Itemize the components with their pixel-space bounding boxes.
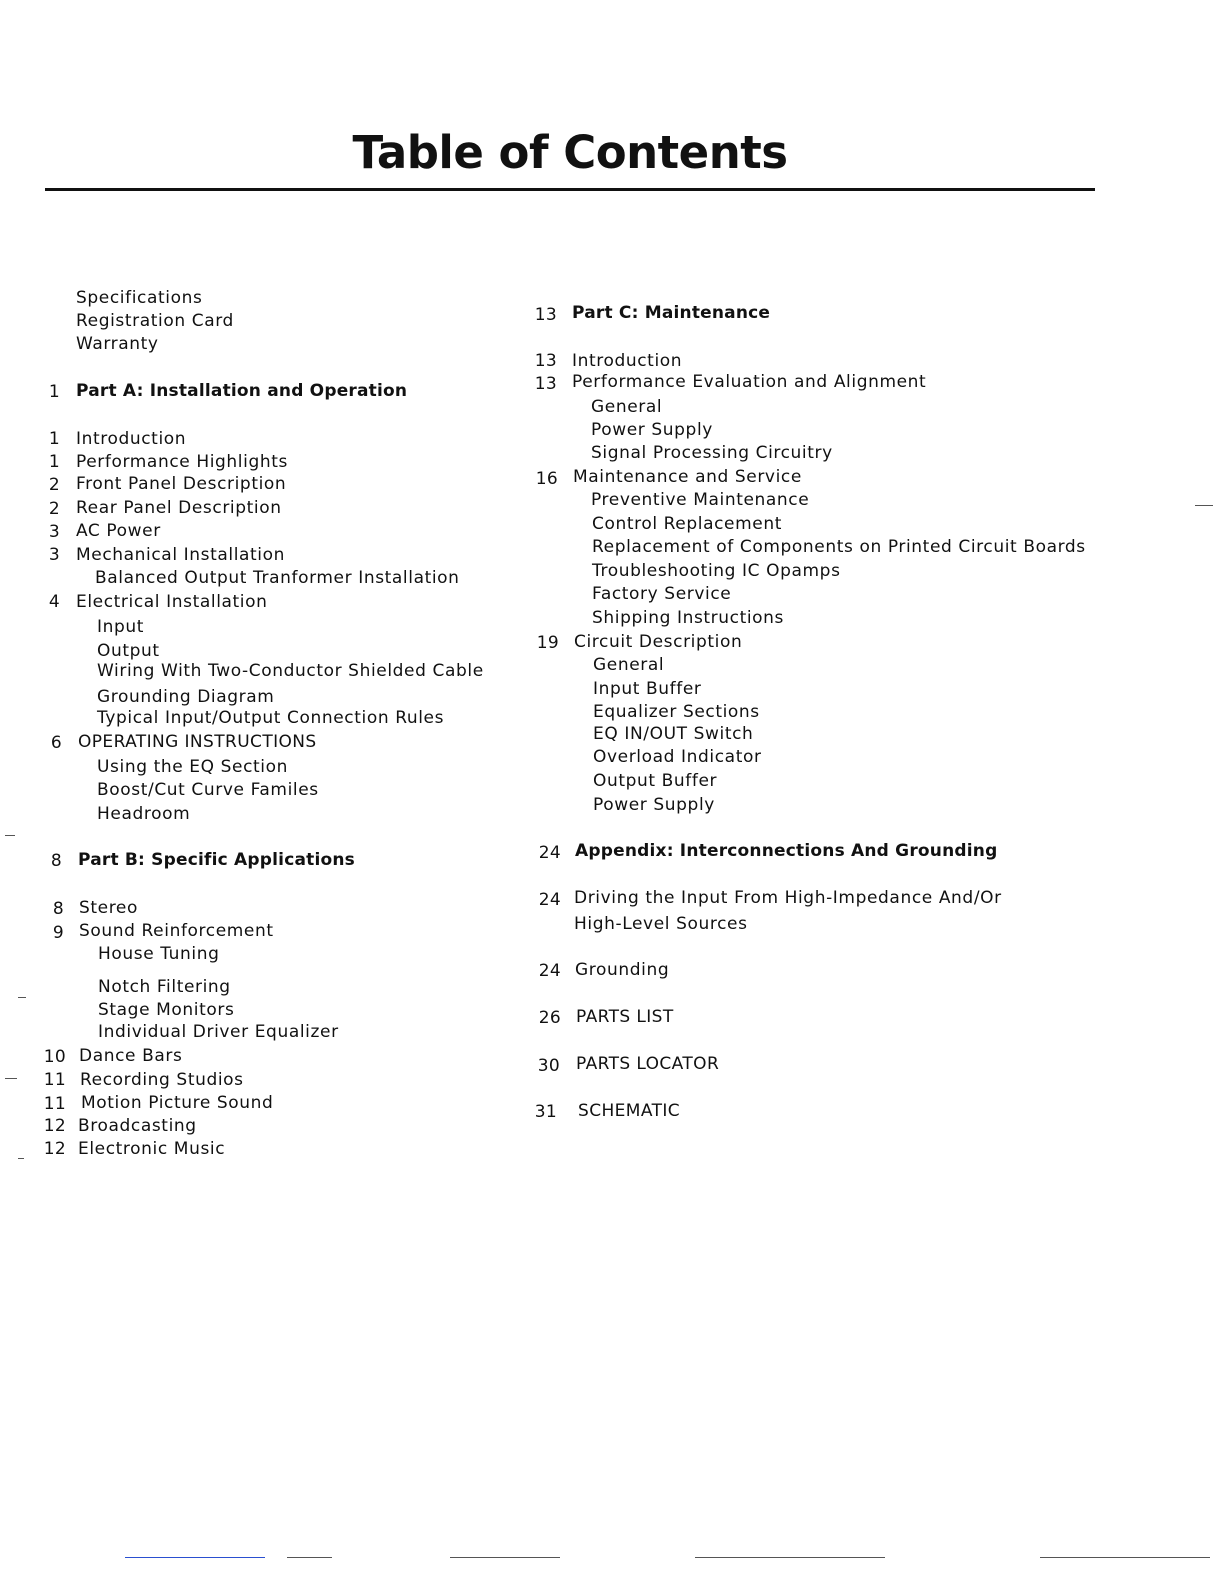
toc-subentry[interactable]: Headroom (97, 804, 191, 824)
toc-entry[interactable]: Performance Highlights (76, 452, 288, 472)
toc-page-number: 11 (43, 1070, 66, 1090)
scan-mark (18, 1158, 24, 1159)
toc-page-number: 12 (43, 1139, 66, 1159)
toc-page-number: 2 (48, 499, 60, 519)
toc-page-number: 3 (48, 522, 60, 542)
toc-page-number: 11 (43, 1094, 66, 1114)
toc-entry[interactable]: Warranty (76, 334, 159, 354)
toc-subentry[interactable]: Wiring With Two-Conductor Shielded Cable (97, 661, 484, 681)
toc-subentry[interactable]: Control Replacement (592, 514, 782, 534)
toc-entry[interactable]: SCHEMATIC (578, 1101, 681, 1121)
page-title: Table of Contents (352, 126, 788, 179)
toc-subentry[interactable]: Balanced Output Tranformer Installation (95, 568, 460, 588)
toc-section-heading[interactable]: Part C: Maintenance (572, 303, 771, 323)
scan-mark (5, 835, 15, 836)
toc-page-number: 13 (534, 351, 557, 371)
toc-page-number: 24 (538, 961, 561, 981)
toc-subentry[interactable]: Troubleshooting IC Opamps (592, 561, 841, 581)
scan-mark (1195, 505, 1213, 506)
toc-page-number: 19 (536, 633, 559, 653)
toc-subentry[interactable]: Using the EQ Section (97, 757, 288, 777)
toc-entry[interactable]: Grounding (575, 960, 670, 980)
toc-section-heading[interactable]: Appendix: Interconnections And Grounding (575, 841, 998, 861)
toc-page-number: 12 (43, 1116, 66, 1136)
toc-entry[interactable]: Broadcasting (78, 1116, 197, 1136)
scan-mark (450, 1557, 560, 1558)
toc-page-number: 8 (50, 851, 62, 871)
toc-section-heading[interactable]: Part B: Specific Applications (78, 850, 355, 870)
toc-entry[interactable]: Motion Picture Sound (81, 1093, 274, 1113)
scan-mark (287, 1557, 332, 1558)
toc-subentry[interactable]: Preventive Maintenance (591, 490, 810, 510)
toc-entry[interactable]: Specifications (76, 288, 203, 308)
toc-entry[interactable]: Electrical Installation (76, 592, 268, 612)
toc-subentry[interactable]: Notch Filtering (98, 977, 231, 997)
toc-page-number: 13 (534, 374, 557, 394)
toc-page-number: 10 (43, 1047, 66, 1067)
scan-mark (5, 1078, 17, 1079)
toc-page-number: 24 (538, 890, 561, 910)
toc-page-number: 6 (50, 733, 62, 753)
toc-subentry[interactable]: House Tuning (98, 944, 220, 964)
toc-page-number: 1 (48, 452, 60, 472)
toc-page-number: 8 (52, 899, 64, 919)
toc-subentry[interactable]: Power Supply (593, 795, 715, 815)
toc-entry[interactable]: Introduction (76, 429, 187, 449)
toc-subentry[interactable]: Equalizer Sections (593, 702, 760, 722)
scan-mark (1040, 1557, 1210, 1558)
toc-subentry[interactable]: Output Buffer (593, 771, 718, 791)
toc-subentry[interactable]: Output (97, 641, 160, 661)
toc-page-number: 2 (48, 475, 60, 495)
toc-subentry[interactable]: Input Buffer (593, 679, 702, 699)
toc-entry[interactable]: AC Power (76, 521, 161, 541)
toc-page-number: 9 (52, 923, 64, 943)
toc-entry[interactable]: Dance Bars (79, 1046, 183, 1066)
toc-entry[interactable]: Rear Panel Description (76, 498, 282, 518)
toc-subentry[interactable]: General (593, 655, 665, 675)
toc-page-number: 1 (48, 429, 60, 449)
toc-entry[interactable]: Circuit Description (574, 632, 743, 652)
toc-page-number: 30 (537, 1056, 560, 1076)
scan-mark (695, 1557, 885, 1558)
toc-entry[interactable]: Mechanical Installation (76, 545, 286, 565)
toc-page-number: 26 (538, 1008, 561, 1028)
scan-mark (125, 1557, 265, 1558)
toc-subentry[interactable]: Input (97, 617, 145, 637)
toc-entry[interactable]: Performance Evaluation and Alignment (572, 372, 927, 392)
toc-subentry[interactable]: Shipping Instructions (592, 608, 785, 628)
scan-mark (18, 997, 26, 998)
toc-entry[interactable]: Introduction (572, 351, 683, 371)
toc-page-number: 16 (535, 469, 558, 489)
toc-subentry[interactable]: Factory Service (592, 584, 732, 604)
toc-subentry[interactable]: EQ IN/OUT Switch (593, 724, 754, 744)
toc-page-number: 1 (48, 382, 60, 402)
toc-subentry[interactable]: Signal Processing Circuitry (591, 443, 833, 463)
toc-entry[interactable]: PARTS LIST (576, 1007, 674, 1027)
toc-entry[interactable]: Front Panel Description (76, 474, 287, 494)
toc-page-number: 3 (48, 545, 60, 565)
toc-page-number: 4 (48, 592, 60, 612)
title-rule (45, 188, 1095, 191)
toc-subentry[interactable]: Power Supply (591, 420, 713, 440)
toc-section-heading[interactable]: Part A: Installation and Operation (76, 381, 408, 401)
toc-subentry[interactable]: General (591, 397, 663, 417)
toc-page-number: 24 (538, 843, 561, 863)
toc-subentry[interactable]: Grounding Diagram (97, 687, 275, 707)
toc-entry[interactable]: OPERATING INSTRUCTIONS (78, 732, 317, 752)
toc-page-number: 13 (534, 305, 557, 325)
toc-entry[interactable]: Registration Card (76, 311, 234, 331)
toc-entry[interactable]: Driving the Input From High-Impedance And/Or High-Level Sources (574, 888, 1002, 934)
toc-subentry[interactable]: Typical Input/Output Connection Rules (97, 708, 445, 728)
toc-entry[interactable]: Recording Studios (80, 1070, 244, 1090)
toc-page-number: 31 (534, 1102, 557, 1122)
toc-entry[interactable]: Electronic Music (78, 1139, 226, 1159)
toc-subentry[interactable]: Stage Monitors (98, 1000, 235, 1020)
toc-entry[interactable]: Maintenance and Service (573, 467, 802, 487)
toc-subentry[interactable]: Boost/Cut Curve Familes (97, 780, 319, 800)
toc-subentry[interactable]: Replacement of Components on Printed Circuit Boards (592, 537, 1086, 557)
toc-entry[interactable]: PARTS LOCATOR (576, 1054, 720, 1074)
toc-entry[interactable]: Sound Reinforcement (79, 921, 274, 941)
toc-subentry[interactable]: Individual Driver Equalizer (98, 1022, 339, 1042)
toc-subentry[interactable]: Overload Indicator (593, 747, 762, 767)
toc-entry[interactable]: Stereo (79, 898, 138, 918)
